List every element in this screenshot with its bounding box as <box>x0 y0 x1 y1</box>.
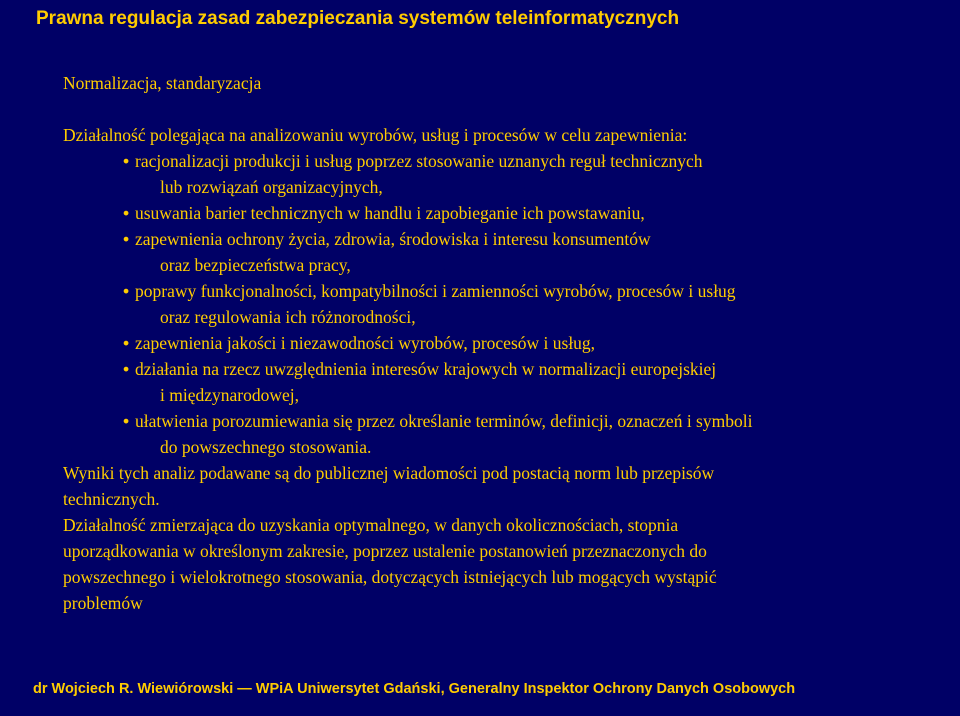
paragraph-line: problemów <box>63 593 143 613</box>
list-item-continuation: do powszechnego stosowania. <box>160 437 372 457</box>
slide-content <box>63 70 933 616</box>
list-item <box>63 226 933 278</box>
list-item-text: zapewnienia jakości i niezawodności wyrobów, procesów i usług, <box>135 333 596 353</box>
list-item-continuation: oraz regulowania ich różnorodności, <box>160 307 416 327</box>
bullet-icon: • <box>123 151 130 171</box>
paragraph-line: uporządkowania w określonym zakresie, poprzez ustalenie postanowień przeznaczonych do <box>63 541 707 561</box>
section-heading: Normalizacja, standaryzacja <box>63 73 262 93</box>
intro-text: Działalność polegająca na analizowaniu wyrobów, usług i procesów w celu zapewnienia: <box>63 125 688 145</box>
results-paragraph <box>63 460 933 512</box>
list-item-text: ułatwienia porozumiewania się przez określanie terminów, definicji, oznaczeń i symboli <box>135 411 753 431</box>
list-item-text: poprawy funkcjonalności, kompatybilności i zamienności wyrobów, procesów i usług <box>135 281 736 301</box>
paragraph-line: Wyniki tych analiz podawane są do publicznej wiadomości pod postacią norm lub przepisów <box>63 463 715 483</box>
paragraph-line: powszechnego i wielokrotnego stosowania, dotyczących istniejących lub mogących wystąpić <box>63 567 717 587</box>
list-item <box>63 148 933 200</box>
definition-paragraph <box>63 512 933 616</box>
list-item <box>63 408 933 460</box>
list-item <box>63 278 933 330</box>
bullet-list <box>63 148 933 460</box>
list-item-text: racjonalizacji produkcji i usług poprzez stosowanie uznanych reguł technicznych <box>135 151 703 171</box>
list-item <box>63 330 933 356</box>
list-item <box>63 200 933 226</box>
paragraph-line: technicznych. <box>63 489 160 509</box>
list-item-text: usuwania barier technicznych w handlu i zapobieganie ich powstawaniu, <box>135 203 645 223</box>
slide-title: Prawna regulacja zasad zabezpieczania systemów teleinformatycznych <box>36 8 680 29</box>
list-item-continuation: i międzynarodowej, <box>160 385 299 405</box>
bullet-icon: • <box>123 229 130 249</box>
list-item-continuation: lub rozwiązań organizacyjnych, <box>160 177 383 197</box>
bullet-icon: • <box>123 333 130 353</box>
slide-footer: dr Wojciech R. Wiewiórowski — WPiA Uniwersytet Gdański, Generalny Inspektor Ochrony Danych Osobowych <box>33 681 796 697</box>
bullet-icon: • <box>123 203 130 223</box>
paragraph-line: Działalność zmierzająca do uzyskania optymalnego, w danych okolicznościach, stopnia <box>63 515 679 535</box>
bullet-icon: • <box>123 411 130 431</box>
list-item-text: działania na rzecz uwzględnienia interesów krajowych w normalizacji europejskiej <box>135 359 717 379</box>
list-item <box>63 356 933 408</box>
list-item-continuation: oraz bezpieczeństwa pracy, <box>160 255 351 275</box>
list-item-text: zapewnienia ochrony życia, zdrowia, środowiska i interesu konsumentów <box>135 229 651 249</box>
bullet-icon: • <box>123 359 130 379</box>
bullet-icon: • <box>123 281 130 301</box>
